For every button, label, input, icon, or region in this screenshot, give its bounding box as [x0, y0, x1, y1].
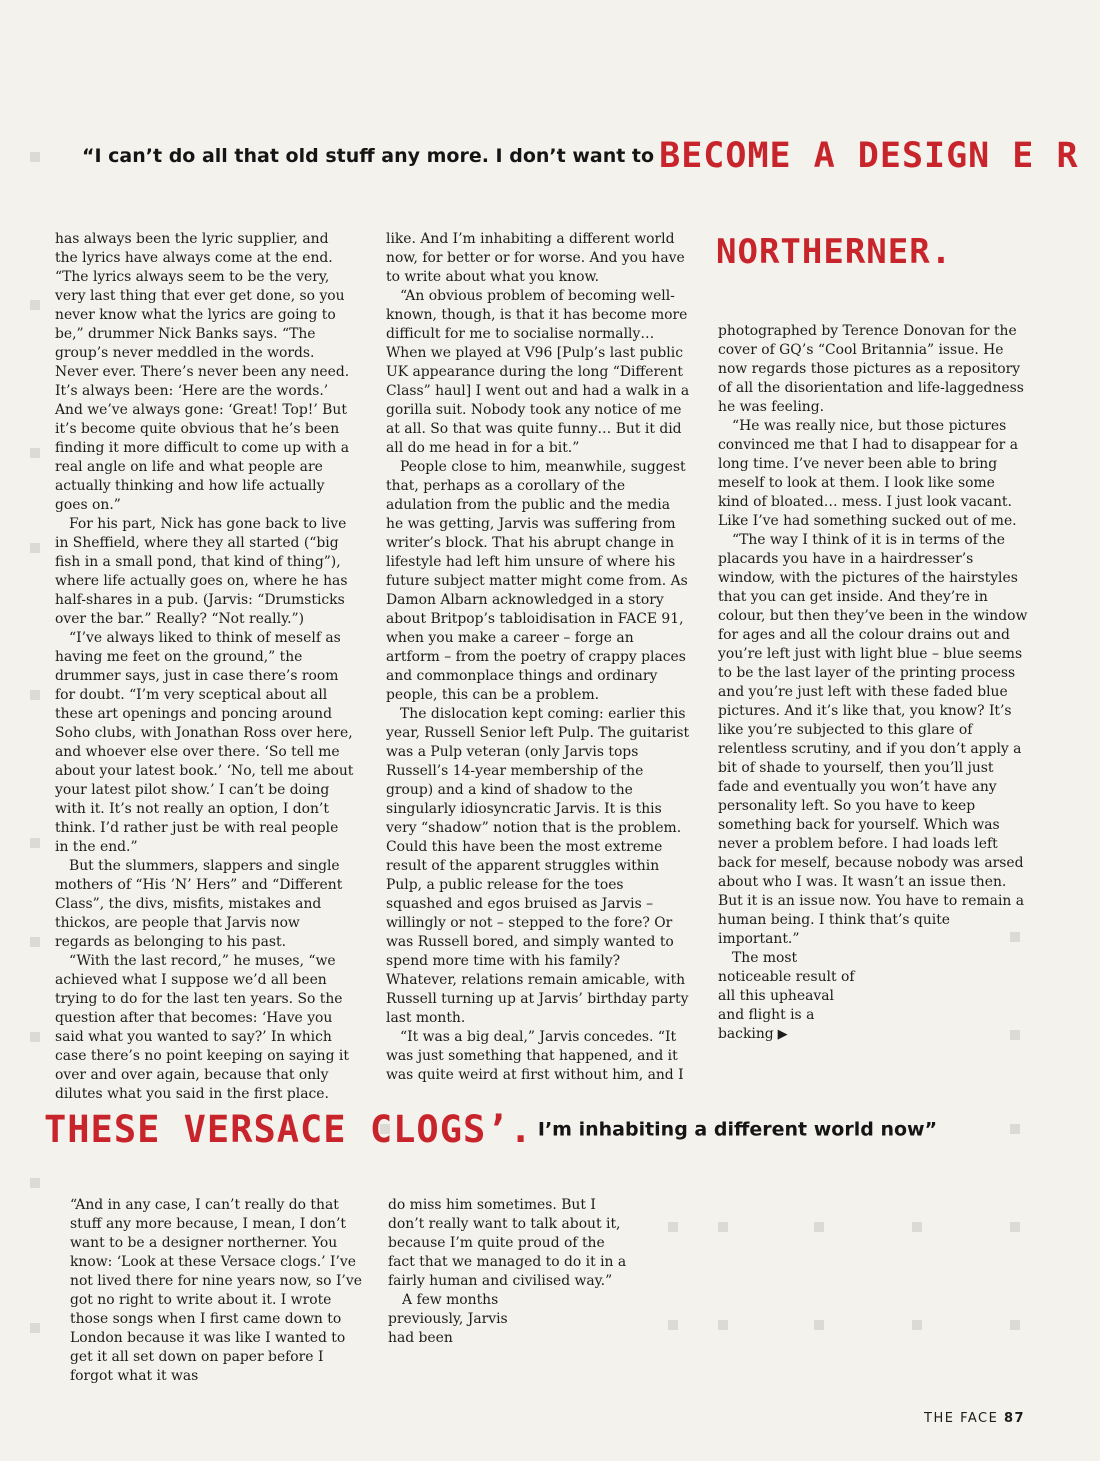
pull-quote-top-big: BECOME A DESIGN E R	[659, 136, 1079, 176]
paragraph: “It was a big deal,” Jarvis concedes. “It was just something that happened, and it was quite weird at first without him, and I	[386, 1029, 684, 1083]
page-footer	[924, 1411, 1025, 1426]
magazine-name: THE FACE	[924, 1411, 999, 1426]
article-column-2	[386, 230, 690, 1083]
pull-quote-bottom-small: I’m inhabiting a different world now”	[537, 1118, 938, 1141]
paragraph: “The way I think of it is in terms of the placards you have in a hairdresser’s window, with the pictures of the hairstyles that you can get inside. And they’re in colour, but then they’ve been in the window for ages and all the colour drains out and you’re left just with light blue – blue seems to be the last layer of the printing process and you’re just left with these faded blue pictures. And it’s like that, you know? It’s like you’re subjected to this glare of relentless scrutiny, and if you don’t apply a bit of shade to yourself, then you’ll just fade and eventually you won’t have any personality left. So you have to keep something back for yourself. Which was never a problem before. I had loads left back for meself, because nobody was arsed about who I was. It wasn’t an issue then. But it is an issue now. You have to remain a human being. I think that’s quite important.”	[718, 532, 1028, 947]
paragraph: “And in any case, I can’t really do that stuff any more because, I mean, I don’t want to be a designer northerner. You know: ‘Look at these Versace clogs.’ I’ve not lived there for nine years now, so I’ve got no right to write about it. I wrote those songs when I first came down to London because it was like I wanted to get it all set down on paper before I forgot what it was	[70, 1197, 362, 1384]
article-column-5	[388, 1196, 648, 1372]
article-column-1	[55, 230, 355, 1102]
paragraph: do miss him sometimes. But I don’t really want to talk about it, because I’m quite proud of the fact that we managed to do it in a fairly human and civilised way.”	[388, 1197, 627, 1289]
pull-quote-northerner: NORTHERNER.	[716, 232, 953, 272]
paragraph: For his part, Nick has gone back to live in Sheffield, where they all started (“big fish in a small pond, that kind of thing”), where life actually goes on, where he has half-shares in a pub. (Jarvis: “Drumsticks over the bar.” Really? “Not really.”)	[55, 516, 348, 627]
paragraph: like. And I’m inhabiting a different world now, for better or for worse. And you have to write about what you know.	[386, 231, 685, 285]
paragraph: “With the last record,” he muses, “we achieved what I suppose we’d all been trying to do for the last ten years. So the question after that becomes: ‘Have you said what you wanted to say?’ In which case there’s no point keeping on saying it over and over again, because that only dilutes what you said in the first place.	[55, 953, 349, 1102]
paragraph-continued	[718, 949, 858, 1044]
pull-quote-bottom-big: THESE VERSACE CLOGS’.	[44, 1108, 533, 1151]
pull-quote-top	[82, 136, 1079, 188]
paragraph: But the slummers, slappers and single mothers of “His ’N’ Hers” and “Different Class”, the divs, misfits, mistakes and thickos, are people that Jarvis now regards as belonging to his past.	[55, 858, 343, 950]
paragraph: “An obvious problem of becoming well-known, though, is that it has become more difficult for me to socialise normally… When we played at V96 [Pulp’s last public UK appearance during the long “Different Class” haul] I went out and had a walk in a gorilla suit. Nobody took any notice of me at all. So that was quite funny… But it did all do me head in for a bit.”	[386, 288, 690, 456]
paragraph: “He was really nice, but those pictures convinced me that I had to disappear for a long time. I’ve never been able to bring meself to look at them. I look like some kind of bloated… mess. I just look vacant. Like I’ve had something sucked out of me.	[718, 418, 1018, 529]
article-column-3	[718, 322, 1028, 1068]
paragraph: photographed by Terence Donovan for the cover of GQ’s “Cool Britannia” issue. He now regards those pictures as a repository of all the disorientation and life-laggedness he was feeling.	[718, 323, 1024, 415]
paragraph: has always been the lyric supplier, and the lyrics have always come at the end. “The lyrics always seem to be the very, very last thing that ever get done, so you never know what the lyrics are going to be,” drummer Nick Banks says. “The group’s never meddled in the words. Never ever. There’s never been any need. It’s always been: ‘Here are the words.’ And we’ve always gone: ‘Great! Top!’ But it’s become quite obvious that he’s been finding it more difficult to come up with a real angle on life and what people are actually thinking and how life actually goes on.”	[55, 231, 350, 513]
pull-quote-top-small: “I can’t do all that old stuff any more. I don’t want to	[82, 145, 655, 167]
pull-quote-bottom	[44, 1108, 937, 1151]
paragraph-text: The most noticeable result of all this upheaval and flight is a backing	[718, 950, 855, 1042]
article-column-4	[70, 1196, 370, 1384]
paragraph: A few months previously, Jarvis had been	[388, 1292, 508, 1346]
paragraph: People close to him, meanwhile, suggest that, perhaps as a corollary of the adulation from the public and the media he was getting, Jarvis was suffering from writer’s block. That his abrupt change in lifestyle had left him unsure of where his future subject matter might come from. As Damon Albarn acknowledged in a story about Britpop’s tabloidisation in FACE 91, when you make a career – forge an artform – from the poetry of crappy places and commonplace things and ordinary people, this can be a problem.	[386, 459, 688, 703]
paragraph: The dislocation kept coming: earlier this year, Russell Senior left Pulp. The guitarist was a Pulp veteran (only Jarvis tops Russell’s 14-year membership of the group) and a kind of shadow to the singularly idiosyncratic Jarvis. It is this very “shadow” notion that is the problem. Could this have been the most extreme result of the apparent struggles within Pulp, a public release for the toes squashed and egos bruised as Jarvis – willingly or not – stepped to the fore? Or was Russell bored, and simply wanted to spend more time with his family? Whatever, relations remain amicable, with Russell turning up at Jarvis’ birthday party last month.	[386, 706, 690, 1026]
continue-arrow-icon: ▶	[777, 1027, 788, 1042]
paragraph: “I’ve always liked to think of meself as having me feet on the ground,” the drummer says, just in case there’s room for doubt. “I’m very sceptical about all these art openings and poncing around Soho clubs, with Jonathan Ross over here, and whoever else over there. ‘So tell me about your latest book.’ ‘No, tell me about your latest pilot show.’ I can’t be doing with it. It’s not really an option, I don’t think. I’d rather just be with real people in the end.”	[55, 630, 354, 855]
page-number: 87	[1003, 1411, 1026, 1426]
